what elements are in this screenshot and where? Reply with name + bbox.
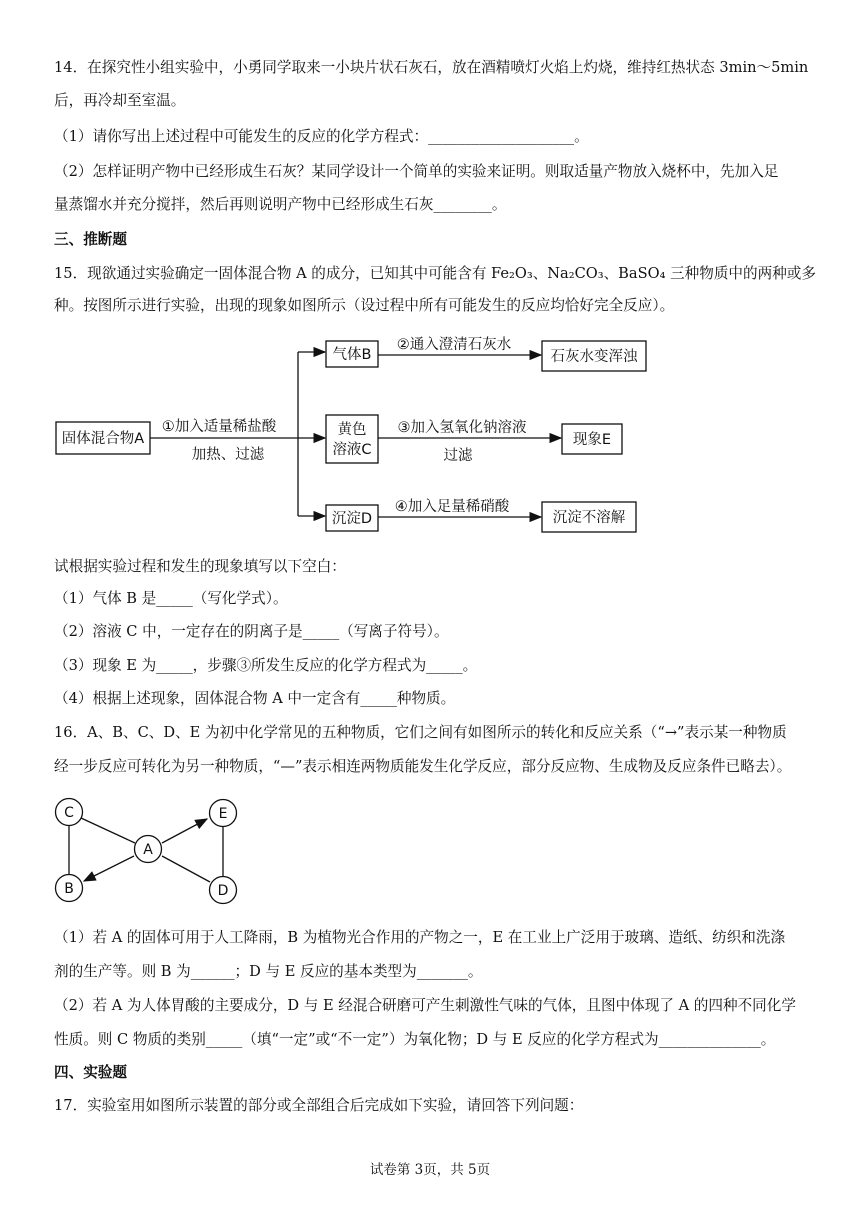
label-precipitate-d: 沉淀D bbox=[331, 511, 373, 527]
q14-part1: （1）请你写出上述过程中可能发生的反应的化学方程式：____________________。 bbox=[54, 128, 589, 145]
q15-flow-diagram bbox=[0, 330, 860, 540]
q14-stem-line2: 后，再冷却至室温。 bbox=[54, 92, 186, 109]
node-d: D bbox=[217, 883, 229, 899]
q15-instruction: 试根据实验过程和发生的现象填写以下空白： bbox=[54, 558, 346, 575]
q15-sub2: （2）溶液 C 中，一定存在的阴离子是_____（写离子符号）。 bbox=[54, 623, 449, 640]
q16-part2-line2: 性质。则 C 物质的类别_____（填“一定”或“不一定”）为氧化物；D 与 E 反应的化学方程式为______________。 bbox=[54, 1031, 776, 1048]
line-a-d bbox=[162, 856, 210, 882]
line-c-a bbox=[81, 818, 135, 843]
node-b: B bbox=[64, 881, 74, 897]
page-footer: 试卷第 3页，共 5页 bbox=[369, 1162, 491, 1178]
label-limewater-turbid: 石灰水变浑浊 bbox=[550, 349, 638, 365]
node-c: C bbox=[64, 805, 74, 821]
q15-sub1: （1）气体 B 是_____（写化学式）。 bbox=[54, 590, 288, 607]
q15-stem-line1: 15．现欲通过实验确定一固体混合物 A 的成分，已知其中可能含有 Fe₂O₃、Na₂CO₃、BaSO₄ 三种物质中的两种或多 bbox=[54, 265, 816, 282]
q15-sub4: （4）根据上述现象，固体混合物 A 中一定含有_____种物质。 bbox=[54, 690, 456, 707]
label-solution-c-line1: 黄色 bbox=[337, 422, 367, 438]
label-step4: ④加入足量稀硝酸 bbox=[394, 499, 510, 515]
section-heading-inference: 三、推断题 bbox=[54, 231, 127, 248]
label-solid-mixture-a: 固体混合物A bbox=[61, 431, 145, 447]
q14-part2-line2: 量蒸馏水并充分搅拌，然后再则说明产物中已经形成生石灰________。 bbox=[54, 196, 507, 213]
q16-part1-line2: 剂的生产等。则 B 为______；D 与 E 反应的基本类型为_______。 bbox=[54, 963, 483, 980]
q16-stem-line1: 16．A、B、C、D、E 为初中化学常见的五种物质，它们之间有如图所示的转化和反应关系（“→”表示某一种物质 bbox=[54, 724, 787, 741]
node-a: A bbox=[143, 842, 153, 858]
q16-stem-line2: 经一步反应可转化为另一种物质，“—”表示相连两物质能发生化学反应，部分反应物、生成物及反应条件已略去）。 bbox=[54, 758, 792, 775]
section-heading-experiment: 四、实验题 bbox=[54, 1064, 127, 1081]
arrow-a-b bbox=[84, 856, 134, 881]
label-step2: ②通入澄清石灰水 bbox=[396, 337, 512, 353]
label-gas-b: 气体B bbox=[332, 347, 372, 363]
q15-sub3: （3）现象 E 为_____，步骤③所发生反应的化学方程式为_____。 bbox=[54, 657, 478, 674]
q16-part1-line1: （1）若 A 的固体可用于人工降雨，B 为植物光合作用的产物之一，E 在工业上广泛用于玻璃、造纸、纺织和洗涤 bbox=[54, 929, 786, 946]
label-step3: ③加入氢氧化钠溶液 bbox=[397, 420, 527, 436]
q16-relation-diagram bbox=[0, 790, 260, 915]
label-solution-c-line2: 溶液C bbox=[332, 442, 372, 458]
label-precipitate-insoluble: 沉淀不溶解 bbox=[552, 510, 626, 526]
arrow-a-e bbox=[162, 819, 207, 843]
label-step3-condition: 过滤 bbox=[443, 448, 473, 464]
label-step1: ①加入适量稀盐酸 bbox=[161, 419, 277, 435]
label-phenomenon-e: 现象E bbox=[572, 432, 612, 448]
q16-part2-line1: （2）若 A 为人体胃酸的主要成分，D 与 E 经混合研磨可产生刺激性气味的气体，且图中体现了 A 的四种不同化学 bbox=[54, 997, 796, 1014]
node-e: E bbox=[218, 806, 228, 822]
q15-stem-line2: 种。按图所示进行实验，出现的现象如图所示（设过程中所有可能发生的反应均恰好完全反应）。 bbox=[54, 297, 675, 314]
q14-stem-line1: 14．在探究性小组实验中，小勇同学取来一小块片状石灰石，放在酒精喷灯火焰上灼烧，维持红热状态 3min～5min bbox=[54, 59, 809, 76]
label-step1-condition: 加热、过滤 bbox=[191, 447, 265, 463]
q17-stem-line1: 17．实验室用如图所示装置的部分或全部组合后完成如下实验，请回答下列问题： bbox=[54, 1097, 584, 1114]
q14-part2-line1: （2）怎样证明产物中已经形成生石灰？某同学设计一个简单的实验来证明。则取适量产物放入烧杯中，先加入足 bbox=[54, 163, 779, 180]
